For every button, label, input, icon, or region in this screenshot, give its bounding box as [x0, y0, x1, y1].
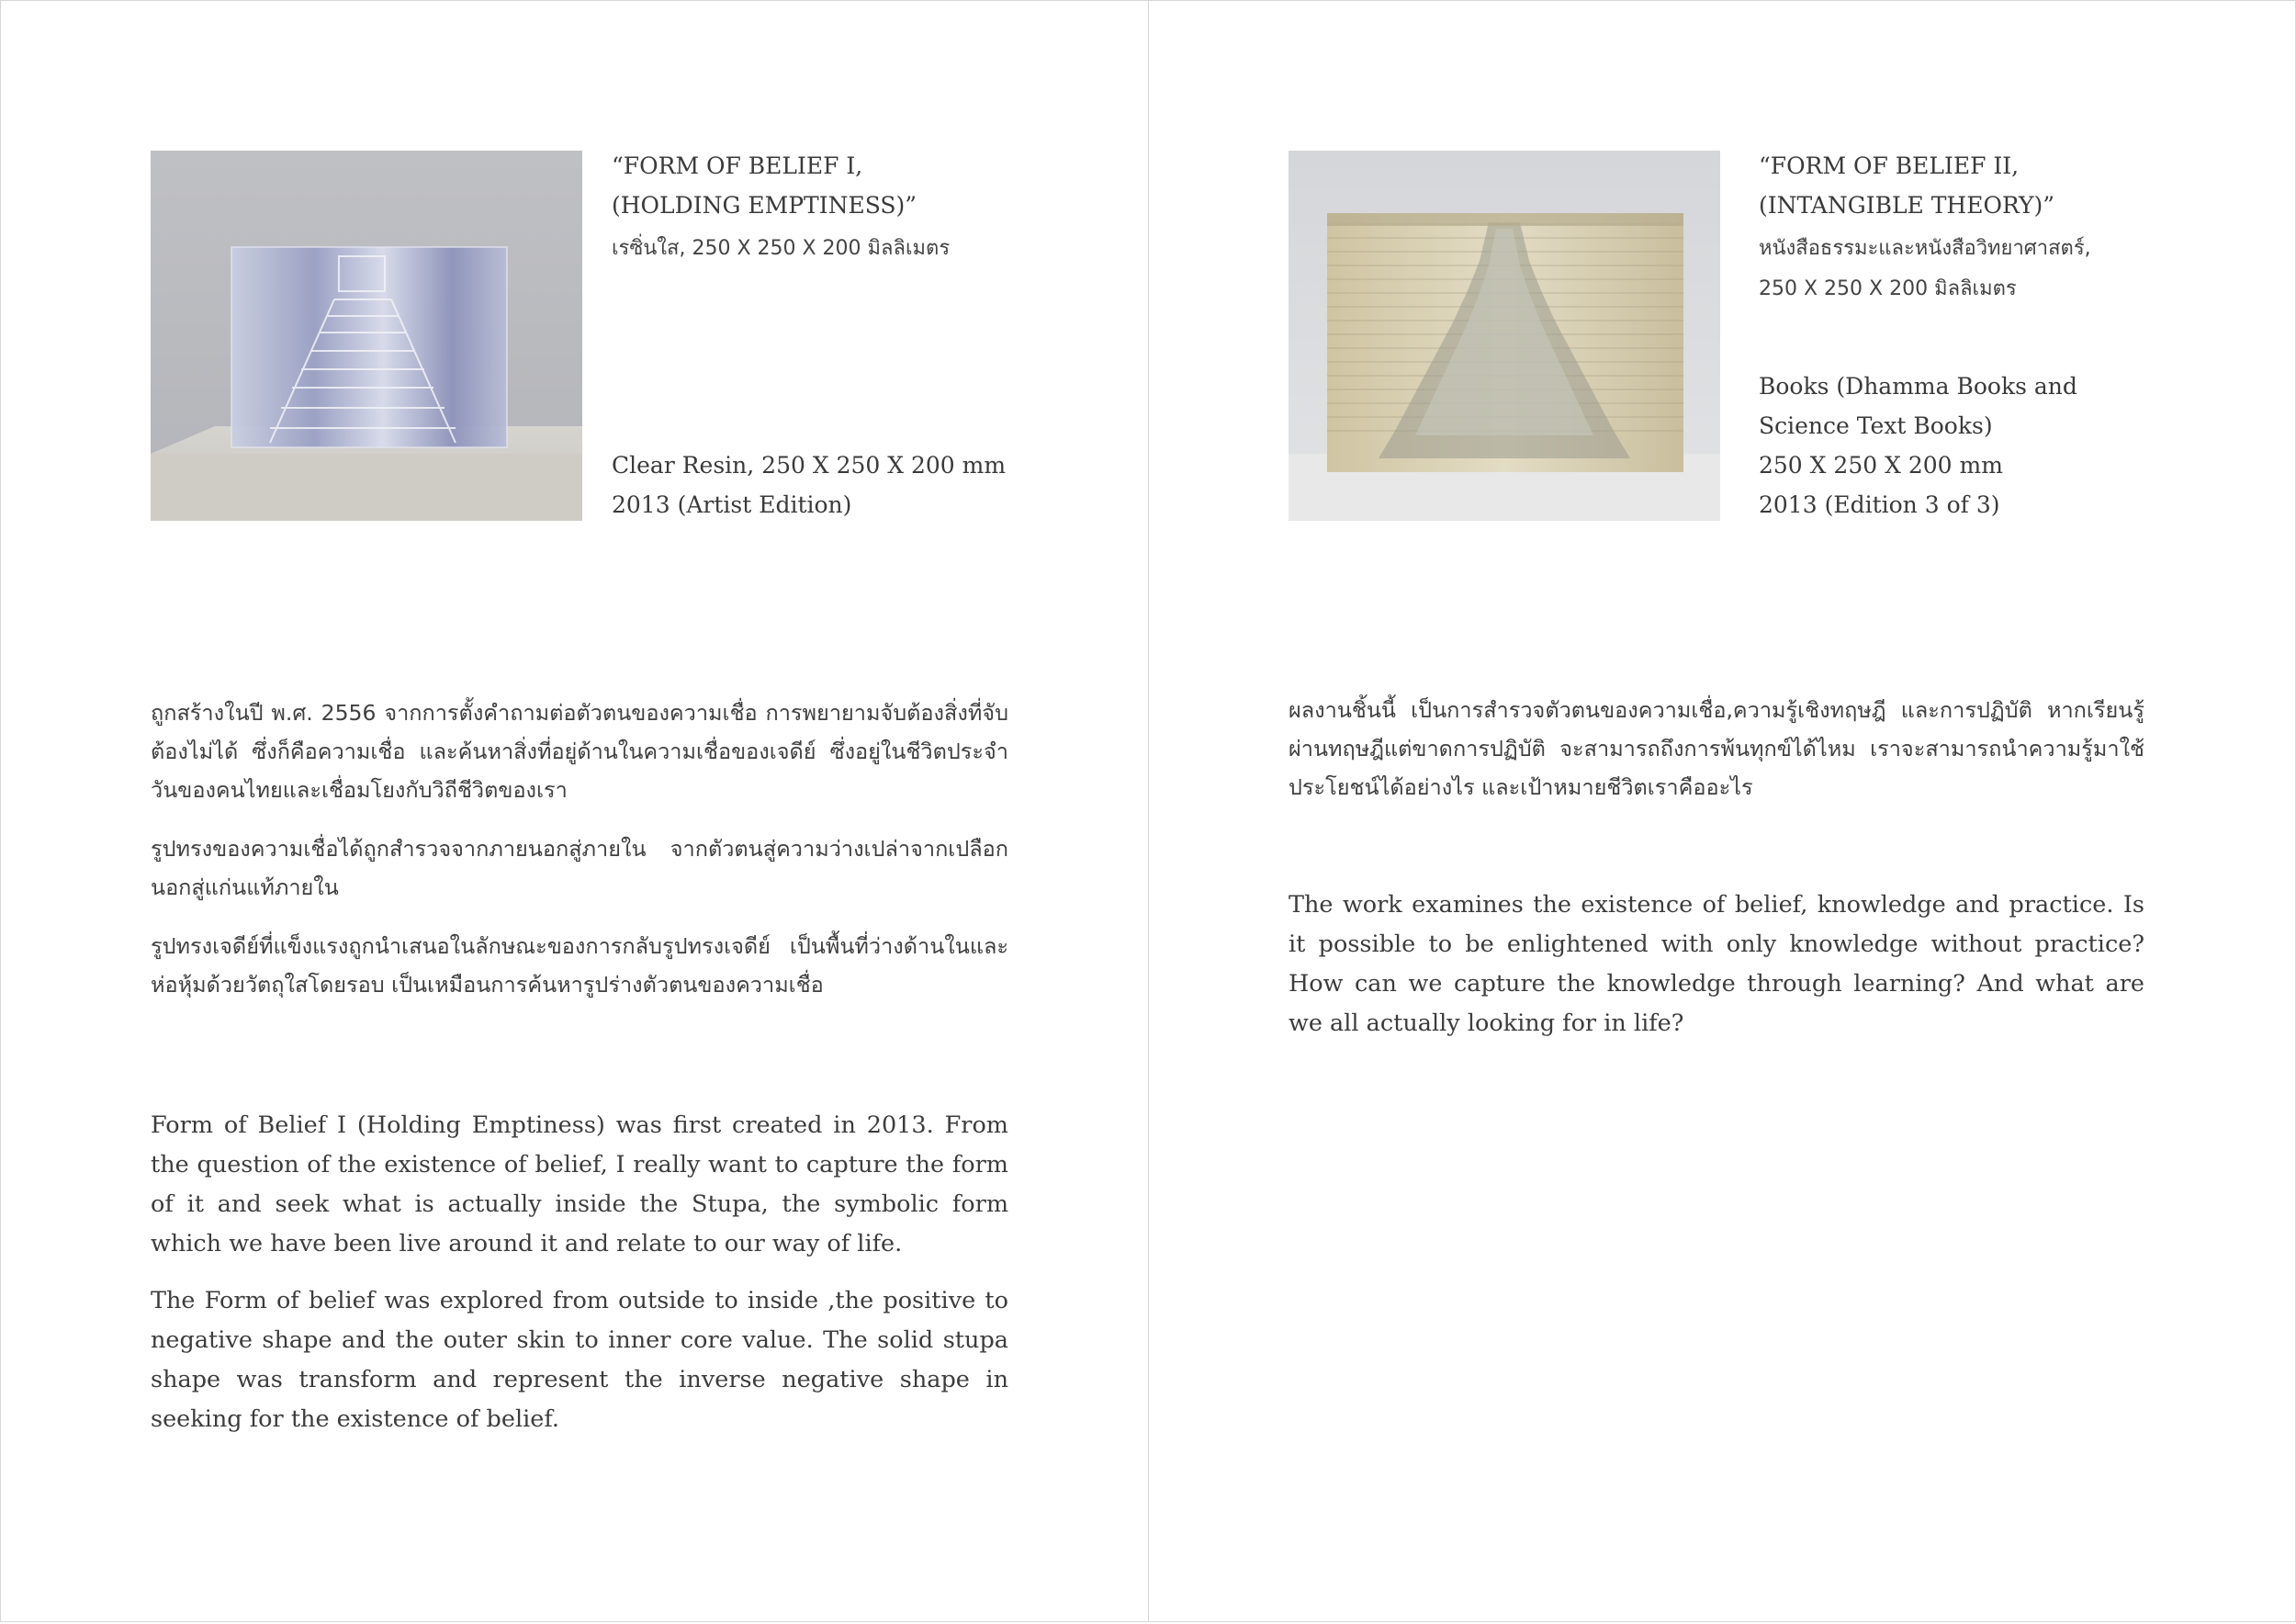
artwork-thai-material-line2: 250 X 250 X 200 มิลลิเมตร [1759, 277, 2017, 300]
artwork-caption-2 [1759, 146, 2091, 518]
thai-paragraph: รูปทรงเจดีย์ที่แข็งแรงถูกนำเสนอในลักษณะของการกลับรูปทรงเจดีย์ เป็นพื้นที่ว่างด้านในและห่อหุ้มด้วยวัตถุใสโดยรอบ เป็นเหมือนการค้นหารูปร่างตัวตนของความเชื่อ [151, 933, 1008, 998]
thai-paragraph: ผลงานชิ้นนี้ เป็นการสำรวจตัวตนของความเชื่อ,ความรู้เชิงทฤษฎี และการปฏิบัติ หากเรียนรู้ผ่านทฤษฎีแต่ขาดการปฏิบัติ จะสามารถถึงการพ้นทุกข์ได้ไหม เราจะสามารถนำความรู้มาใช้ประโยชน์ได้อย่างไร และเป้าหมายชีวิตเราคืออะไร [1289, 697, 2144, 800]
artwork-caption-1 [612, 146, 1007, 518]
english-paragraph: The Form of belief was explored from outside to inside ,the positive to negative shape and the outer skin to inner core value. The solid stupa shape was transform and represent the inverse negative shape in seeking for the existence of belief. [151, 1287, 1008, 1433]
artwork-en-details [1759, 367, 2077, 524]
artwork-title-line2: (INTANGIBLE THEORY)” [1759, 192, 2055, 219]
english-paragraph: Form of Belief I (Holding Emptiness) was first created in 2013. From the question of the existence of belief, I really want to capture the form of it and seek what is actually inside the Stupa, the symbolic form which we have been live around it and relate to our way of life. [151, 1111, 1008, 1257]
resin-stupa-image [151, 151, 582, 521]
book-stupa-image [1289, 151, 1720, 521]
thai-paragraph: ถูกสร้างในปี พ.ศ. 2556 จากการตั้งคำถามต่อตัวตนของความเชื่อ การพยายามจับต้องสิ่งที่จับต้องไม่ได้ ซึ่งก็คือความเชื่อ และค้นหาสิ่งที่อยู่ด้านในความเชื่อของเจดีย์ ซึ่งอยู่ในชีวิตประจำวันของคนไทยและเชื่อมโยงกับวิถีชีวิตของเรา [151, 700, 1008, 803]
artwork-en-material: Clear Resin, 250 X 250 X 200 mm [612, 452, 1007, 479]
artwork-title-line2: (HOLDING EMPTINESS)” [612, 192, 917, 219]
artwork-thai-material-line1: หนังสือธรรมะและหนังสือวิทยาศาสตร์, [1759, 237, 2091, 260]
english-description [1289, 885, 2144, 1043]
artwork-edition: 2013 (Artist Edition) [612, 491, 852, 518]
artwork-title-line1: “FORM OF BELIEF II, [1759, 152, 2020, 179]
artwork-thai-material: เรซิ่นใส, 250 X 250 X 200 มิลลิเมตร [612, 237, 951, 260]
artwork-en-details [612, 445, 1006, 524]
artwork-photo-resin-stupa [151, 151, 582, 521]
thai-description [151, 694, 1008, 1004]
english-paragraph: The work examines the existence of belief, knowledge and practice. Is it possible to be enlightened with only knowledge without practice? How can we capture the knowledge through learning? And what are we all actually looking for in life? [1289, 891, 2144, 1037]
artwork-edition: 2013 (Edition 3 of 3) [1759, 491, 2000, 518]
artwork-photo-book-stupa [1289, 151, 1720, 521]
thai-paragraph: รูปทรงของความเชื่อได้ถูกสำรวจจากภายนอกสู่ภายใน จากตัวตนสู่ความว่างเปล่าจากเปลือกนอกสู่แก่นแท้ภายใน [151, 836, 1008, 900]
right-page [1148, 0, 2296, 1622]
artwork-en-dimensions: 250 X 250 X 200 mm [1759, 452, 2003, 479]
artwork-title-line1: “FORM OF BELIEF I, [612, 152, 863, 179]
left-page [0, 0, 1149, 1622]
artwork-en-material-line2: Science Text Books) [1759, 412, 1993, 439]
artwork-en-material-line1: Books (Dhamma Books and [1759, 373, 2077, 400]
thai-description [1289, 691, 2144, 806]
english-description [151, 1106, 1008, 1439]
